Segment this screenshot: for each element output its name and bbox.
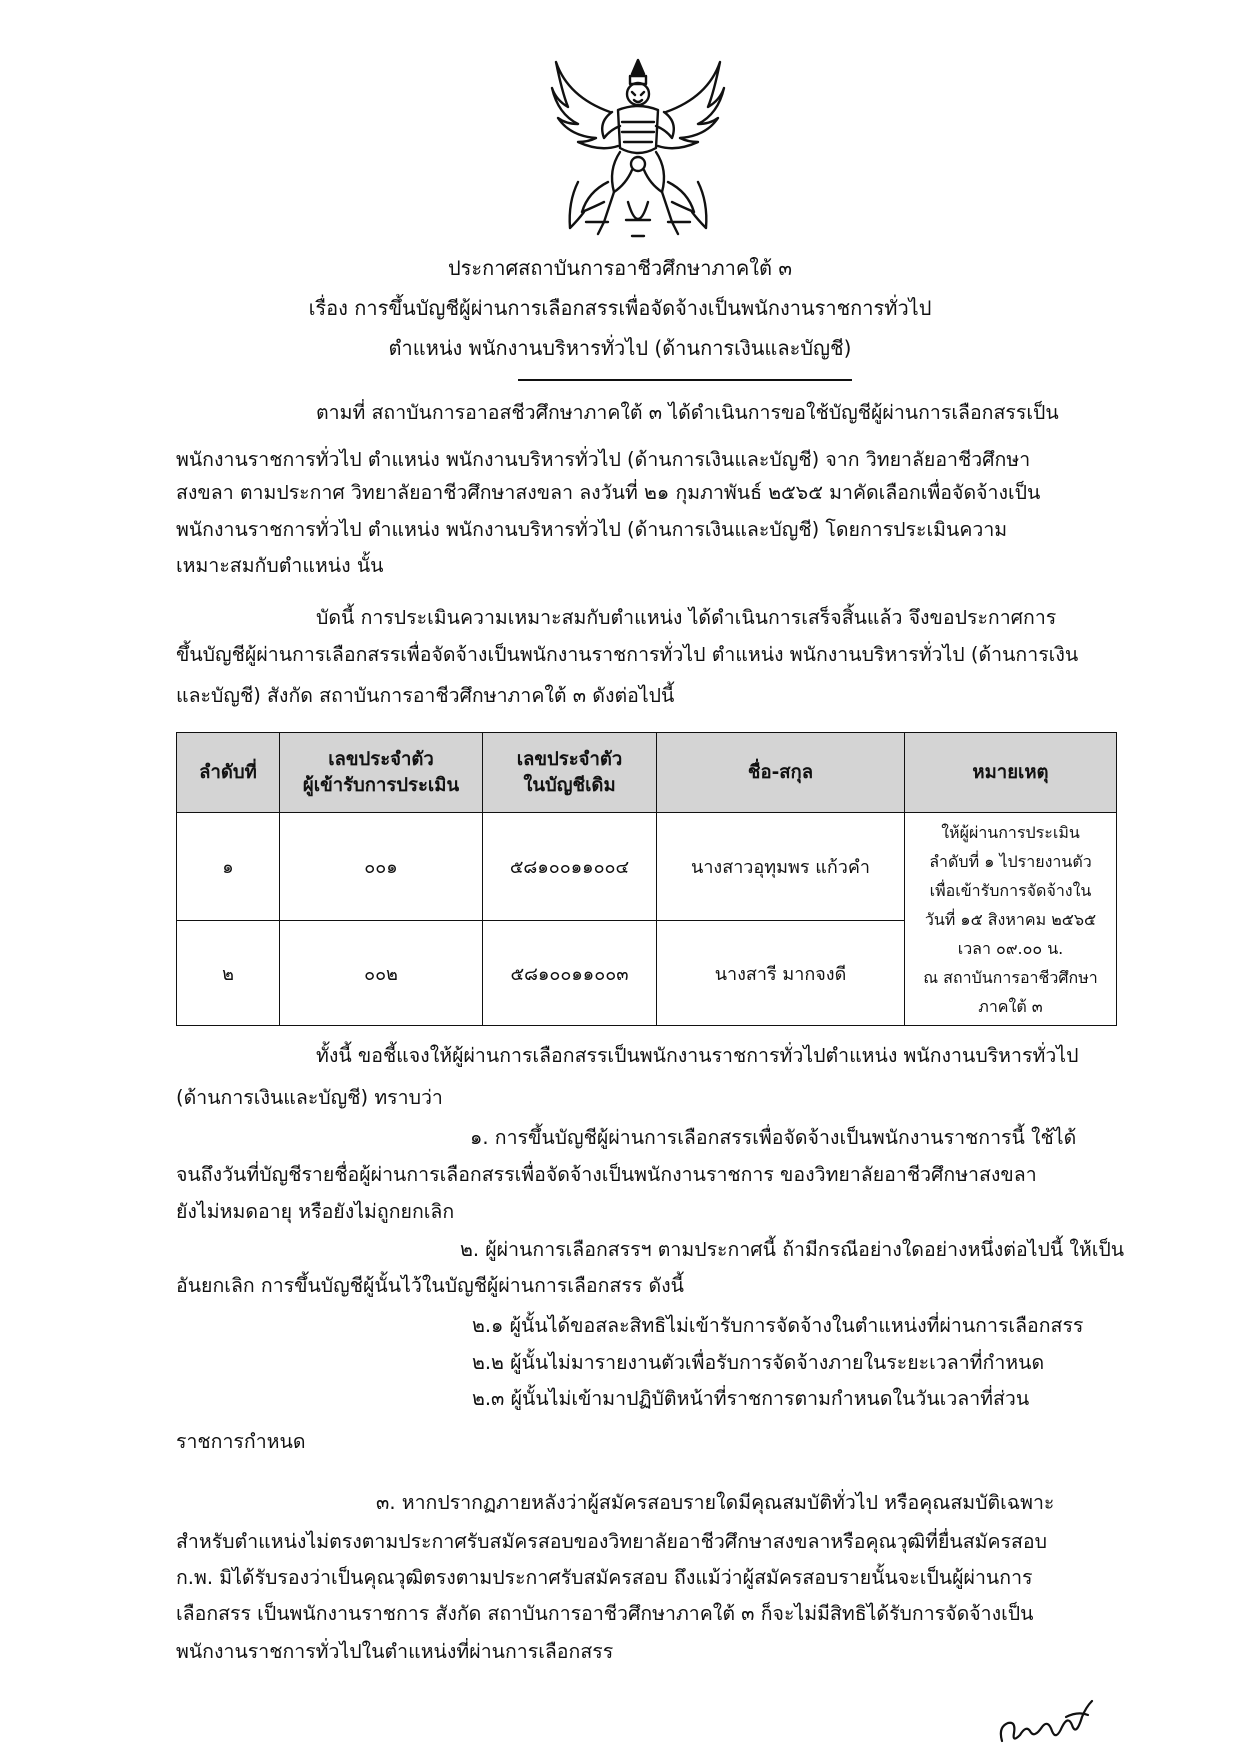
- candidate-table: [176, 732, 1117, 1026]
- item3-line: พนักงานราชการทั่วไปในตำแหน่งที่ผ่านการเลือกสรร: [176, 1640, 614, 1663]
- remark-line: ลำดับที่ ๑ ไปรายงานตัว: [929, 851, 1092, 871]
- item1-line: ๑. การขึ้นบัญชีผู้ผ่านการเลือกสรรเพื่อจัดจ้างเป็นพนักงานราชการนี้ ใช้ได้: [470, 1126, 1077, 1149]
- remark-line: เพื่อเข้ารับการจัดจ้างใน: [929, 880, 1092, 900]
- col-orig-id-header: [483, 733, 657, 813]
- cell-no: ๒: [177, 921, 280, 1026]
- announcement-position: ตำแหน่ง พนักงานบริหารทั่วไป (ด้านการเงินและบัญชี): [388, 336, 852, 360]
- header-line: ในบัญชีเดิม: [523, 774, 616, 796]
- cell-name: นางสารี มากจงดี: [657, 921, 905, 1026]
- header-line: เลขประจำตัว: [328, 748, 434, 770]
- item3-line: ๓. หากปรากฏภายหลังว่าผู้สมัครสอบรายใดมีคุณสมบัติทั่วไป หรือคุณสมบัติเฉพาะ: [376, 1491, 1055, 1514]
- para1-line: พนักงานราชการทั่วไป ตำแหน่ง พนักงานบริหารทั่วไป (ด้านการเงินและบัญชี) จาก วิทยาลัยอาชีวศึกษา: [176, 448, 1031, 471]
- item3-line: สำหรับตำแหน่งไม่ตรงตามประกาศรับสมัครสอบของวิทยาลัยอาชีวศึกษาสงขลาหรือคุณวุฒิที่ยื่นสมัครสอบ: [176, 1530, 1048, 1553]
- subitem-line: ๒.๓ ผู้นั้นไม่เข้ามาปฏิบัติหน้าที่ราชการตามกำหนดในวันเวลาที่ส่วน: [472, 1387, 1030, 1410]
- remark-line: ภาคใต้ ๓: [978, 996, 1043, 1016]
- garuda-emblem: [548, 52, 728, 242]
- para3-line: ทั้งนี้ ขอชี้แจงให้ผู้ผ่านการเลือกสรรเป็นพนักงานราชการทั่วไปตำแหน่ง พนักงานบริหารทั่วไป: [316, 1044, 1079, 1067]
- remark-line: ให้ผู้ผ่านการประเมิน: [941, 822, 1080, 842]
- item3-line: ก.พ. มิได้รับรองว่าเป็นคุณวุฒิตรงตามประกาศรับสมัครสอบ ถึงแม้ว่าผู้สมัครสอบรายนั้นจะเป็นผู้ผ่านการ: [176, 1566, 1033, 1589]
- table-row: [177, 813, 1117, 921]
- subitem-line: ๒.๒ ผู้นั้นไม่มารายงานตัวเพื่อรับการจัดจ้างภายในระยะเวลาที่กำหนด: [472, 1351, 1045, 1374]
- item2-line: ๒. ผู้ผ่านการเลือกสรรฯ ตามประกาศนี้ ถ้ามีกรณีอย่างใดอย่างหนึ่งต่อไปนี้ ให้เป็น: [460, 1238, 1125, 1261]
- cell-no: ๑: [177, 813, 280, 921]
- cell-eval-id: ๐๐๒: [280, 921, 483, 1026]
- remark-line: วันที่ ๑๕ สิงหาคม ๒๕๖๕: [924, 909, 1097, 929]
- col-eval-id-header: [280, 733, 483, 813]
- para1-line: สงขลา ตามประกาศ วิทยาลัยอาชีวศึกษาสงขลา ลงวันที่ ๒๑ กุมภาพันธ์ ๒๕๖๕ มาคัดเลือกเพื่อจัดจ้างเป็น: [176, 481, 1041, 504]
- para2-line: ขึ้นบัญชีผู้ผ่านการเลือกสรรเพื่อจัดจ้างเป็นพนักงานราชการทั่วไป ตำแหน่ง พนักงานบริหารทั่วไป (ด้านการเงิน: [176, 643, 1079, 666]
- remark-line: เวลา ๐๙.๐๐ น.: [957, 938, 1064, 958]
- signature: [996, 1697, 1096, 1747]
- title-divider: [518, 379, 852, 381]
- item3-line: เลือกสรร เป็นพนักงานราชการ สังกัด สถาบันการอาชีวศึกษาภาคใต้ ๓ ก็จะไม่มีสิทธิได้รับการจัดจ้างเป็น: [176, 1602, 1034, 1625]
- para1-line: เหมาะสมกับตำแหน่ง นั้น: [176, 554, 384, 577]
- header-line: เลขประจำตัว: [516, 748, 623, 770]
- cell-name: นางสาวอุทุมพร แก้วคำ: [657, 813, 905, 921]
- cell-eval-id: ๐๐๑: [280, 813, 483, 921]
- para2-line: และบัญชี) สังกัด สถาบันการอาชีวศึกษาภาคใต้ ๓ ดังต่อไปนี้: [176, 684, 675, 707]
- para1-line: พนักงานราชการทั่วไป ตำแหน่ง พนักงานบริหารทั่วไป (ด้านการเงินและบัญชี) โดยการประเมินความ: [176, 518, 1008, 541]
- subitem-line: ๒.๑ ผู้นั้นได้ขอสละสิทธิไม่เข้ารับการจัดจ้างในตำแหน่งที่ผ่านการเลือกสรร: [472, 1314, 1084, 1337]
- col-remark-header: หมายเหตุ: [905, 733, 1117, 813]
- announcement-subject: เรื่อง การขึ้นบัญชีผู้ผ่านการเลือกสรรเพื่อจัดจ้างเป็นพนักงานราชการทั่วไป: [308, 296, 932, 320]
- cell-remark: [905, 813, 1117, 1026]
- para3-line: (ด้านการเงินและบัญชี) ทราบว่า: [176, 1086, 443, 1109]
- item1-line: จนถึงวันที่บัญชีรายชื่อผู้ผ่านการเลือกสรรเพื่อจัดจ้างเป็นพนักงานราชการ ของวิทยาลัยอาชีวศึกษาสงขลา: [176, 1163, 1037, 1186]
- cell-orig-id: ๕๘๑๐๐๑๑๐๐๔: [483, 813, 657, 921]
- col-name-header: ชื่อ-สกุล: [657, 733, 905, 813]
- announcement-title: ประกาศสถาบันการอาชีวศึกษาภาคใต้ ๓: [447, 256, 793, 280]
- item2-line: อันยกเลิก การขึ้นบัญชีผู้นั้นไว้ในบัญชีผู้ผ่านการเลือกสรร ดังนี้: [176, 1274, 684, 1297]
- subitem-line: ราชการกำหนด: [176, 1430, 306, 1453]
- cell-orig-id: ๕๘๑๐๐๑๑๐๐๓: [483, 921, 657, 1026]
- para1-line: ตามที่ สถาบันการอาอสชีวศึกษาภาคใต้ ๓ ได้ดำเนินการขอใช้บัญชีผู้ผ่านการเลือกสรรเป็น: [316, 401, 1059, 424]
- para2-line: บัดนี้ การประเมินความเหมาะสมกับตำแหน่ง ได้ดำเนินการเสร็จสิ้นแล้ว จึงขอประกาศการ: [316, 606, 1057, 629]
- item1-line: ยังไม่หมดอายุ หรือยังไม่ถูกยกเลิก: [176, 1200, 455, 1223]
- header-line: ผู้เข้ารับการประเมิน: [302, 774, 460, 796]
- remark-line: ณ สถาบันการอาชีวศึกษา: [923, 967, 1098, 987]
- col-no-header: ลำดับที่: [177, 733, 280, 813]
- table-header-row: [177, 733, 1117, 813]
